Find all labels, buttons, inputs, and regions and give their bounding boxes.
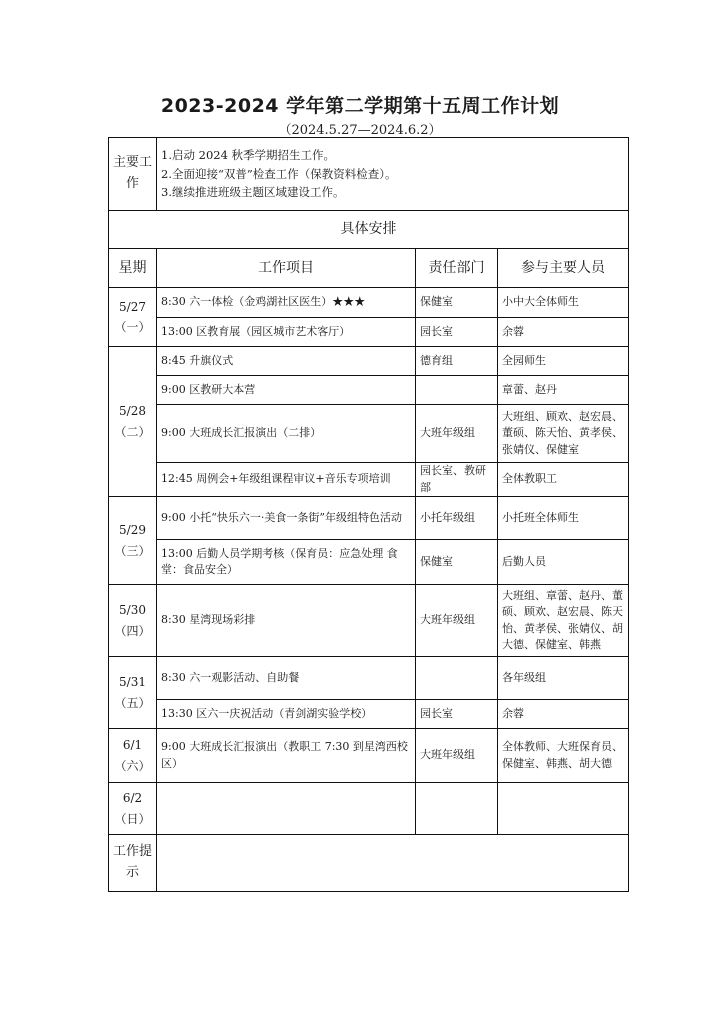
cell-dept: 园长室、教研部: [416, 463, 498, 497]
cell-people: 小中大全体师生: [498, 288, 629, 318]
day-date: 5/28: [119, 404, 146, 419]
day-weekday: （三）: [114, 543, 151, 558]
cell-people: 大班组、顾欢、赵宏晨、董硕、陈天怡、黄孝侯、张婧仪、保健室: [498, 405, 629, 463]
day-cell: [109, 585, 157, 657]
cell-people: 余蓉: [498, 318, 629, 347]
cell-people: 小托班全体师生: [498, 497, 629, 540]
cell-dept: 园长室: [416, 318, 498, 347]
cell-people: 全体教职工: [498, 463, 629, 497]
day-weekday: （四）: [114, 623, 151, 638]
cell-item: 8:30 六一观影活动、自助餐: [157, 657, 416, 700]
date-range: （2024.5.27—2024.6.2）: [278, 123, 442, 138]
header-day: 星期: [109, 249, 157, 288]
main-work-content: [157, 138, 629, 211]
cell-item: 8:30 六一体检（金鸡湖社区医生）★★★: [157, 288, 416, 318]
header-item: 工作项目: [157, 249, 416, 288]
cell-dept: [416, 783, 498, 835]
cell-dept: 德育组: [416, 347, 498, 376]
cell-item: 9:00 小托“快乐六一·美食一条街”年级组特色活动: [157, 497, 416, 540]
day-date: 6/2: [122, 791, 143, 806]
header-people: 参与主要人员: [498, 249, 629, 288]
main-work-label: 主要工作: [109, 138, 157, 211]
cell-item: [157, 783, 416, 835]
day-date: 6/1: [122, 738, 143, 753]
tips-row: [109, 835, 629, 892]
arrangement-title: 具体安排: [109, 211, 629, 249]
cell-people: 全园师生: [498, 347, 629, 376]
cell-item: 12:45 周例会+年级组课程审议+音乐专项培训: [157, 463, 416, 497]
day-weekday: （一）: [114, 320, 151, 334]
schedule-row: [109, 318, 629, 347]
tips-label: 工作提示: [109, 835, 157, 892]
cell-dept: 园长室: [416, 700, 498, 729]
cell-dept: 大班年级组: [416, 585, 498, 657]
cell-dept: [416, 657, 498, 700]
cell-item: 9:00 大班成长汇报演出（教职工 7:30 到星湾西校区）: [157, 729, 416, 783]
day-cell: [109, 783, 157, 835]
main-work-item: 2.全面迎接“双普”检查工作（保教资料检查）。: [161, 166, 397, 181]
schedule-row: [109, 288, 629, 318]
main-work-row: [109, 138, 629, 211]
cell-people: 章蕾、赵丹: [498, 376, 629, 405]
cell-item: 9:00 区教研大本营: [157, 376, 416, 405]
cell-people: [498, 783, 629, 835]
day-cell: [109, 729, 157, 783]
cell-item: 9:00 大班成长汇报演出（二排）: [157, 405, 416, 463]
header-row: [109, 249, 629, 288]
cell-dept: [416, 376, 498, 405]
day-date: 5/31: [119, 675, 146, 690]
schedule-row: [109, 585, 629, 657]
schedule-row: [109, 463, 629, 497]
day-weekday: （日）: [114, 811, 151, 826]
main-work-item: 3.继续推进班级主题区域建设工作。: [161, 185, 345, 200]
cell-dept: 保健室: [416, 540, 498, 585]
cell-dept: 大班年级组: [416, 405, 498, 463]
cell-people: 大班组、章蕾、赵丹、董硕、顾欢、赵宏晨、陈天怡、黄孝侯、张婧仪、胡大德、保健室、韩燕: [498, 585, 629, 657]
schedule-row: [109, 376, 629, 405]
schedule-row: [109, 405, 629, 463]
cell-people: 后勤人员: [498, 540, 629, 585]
cell-item: 13:30 区六一庆祝活动（青剑湖实验学校）: [157, 700, 416, 729]
day-cell: [109, 288, 157, 347]
cell-dept: 小托年级组: [416, 497, 498, 540]
day-weekday: （五）: [114, 695, 151, 710]
cell-item: 8:30 星湾现场彩排: [157, 585, 416, 657]
cell-item: 8:45 升旗仪式: [157, 347, 416, 376]
day-cell: [109, 657, 157, 729]
cell-people: 各年级组: [498, 657, 629, 700]
arrangement-row: [109, 211, 629, 249]
tips-content: [157, 835, 629, 892]
schedule-row: [109, 783, 629, 835]
day-weekday: （六）: [114, 758, 151, 773]
day-date: 5/30: [119, 603, 146, 618]
schedule-row: [109, 347, 629, 376]
cell-dept: 保健室: [416, 288, 498, 318]
cell-people: 全体教师、大班保育员、保健室、韩燕、胡大德: [498, 729, 629, 783]
schedule-row: [109, 700, 629, 729]
day-cell: [109, 347, 157, 497]
plan-table: [108, 137, 629, 892]
day-date: 5/27: [119, 299, 146, 314]
page-title: 2023-2024 学年第二学期第十五周工作计划: [160, 95, 560, 117]
main-work-item: 1.启动 2024 秋季学期招生工作。: [161, 148, 336, 163]
cell-item: 13:00 后勤人员学期考核（保育员：应急处理 食堂：食品安全）: [157, 540, 416, 585]
header-dept: 责任部门: [416, 249, 498, 288]
schedule-row: [109, 540, 629, 585]
schedule-row: [109, 657, 629, 700]
cell-people: 余蓉: [498, 700, 629, 729]
day-weekday: （二）: [114, 424, 151, 439]
day-cell: [109, 497, 157, 585]
cell-dept: 大班年级组: [416, 729, 498, 783]
day-date: 5/29: [119, 523, 146, 538]
schedule-row: [109, 729, 629, 783]
schedule-row: [109, 497, 629, 540]
cell-item: 13:00 区教育展（园区城市艺术客厅）: [157, 318, 416, 347]
